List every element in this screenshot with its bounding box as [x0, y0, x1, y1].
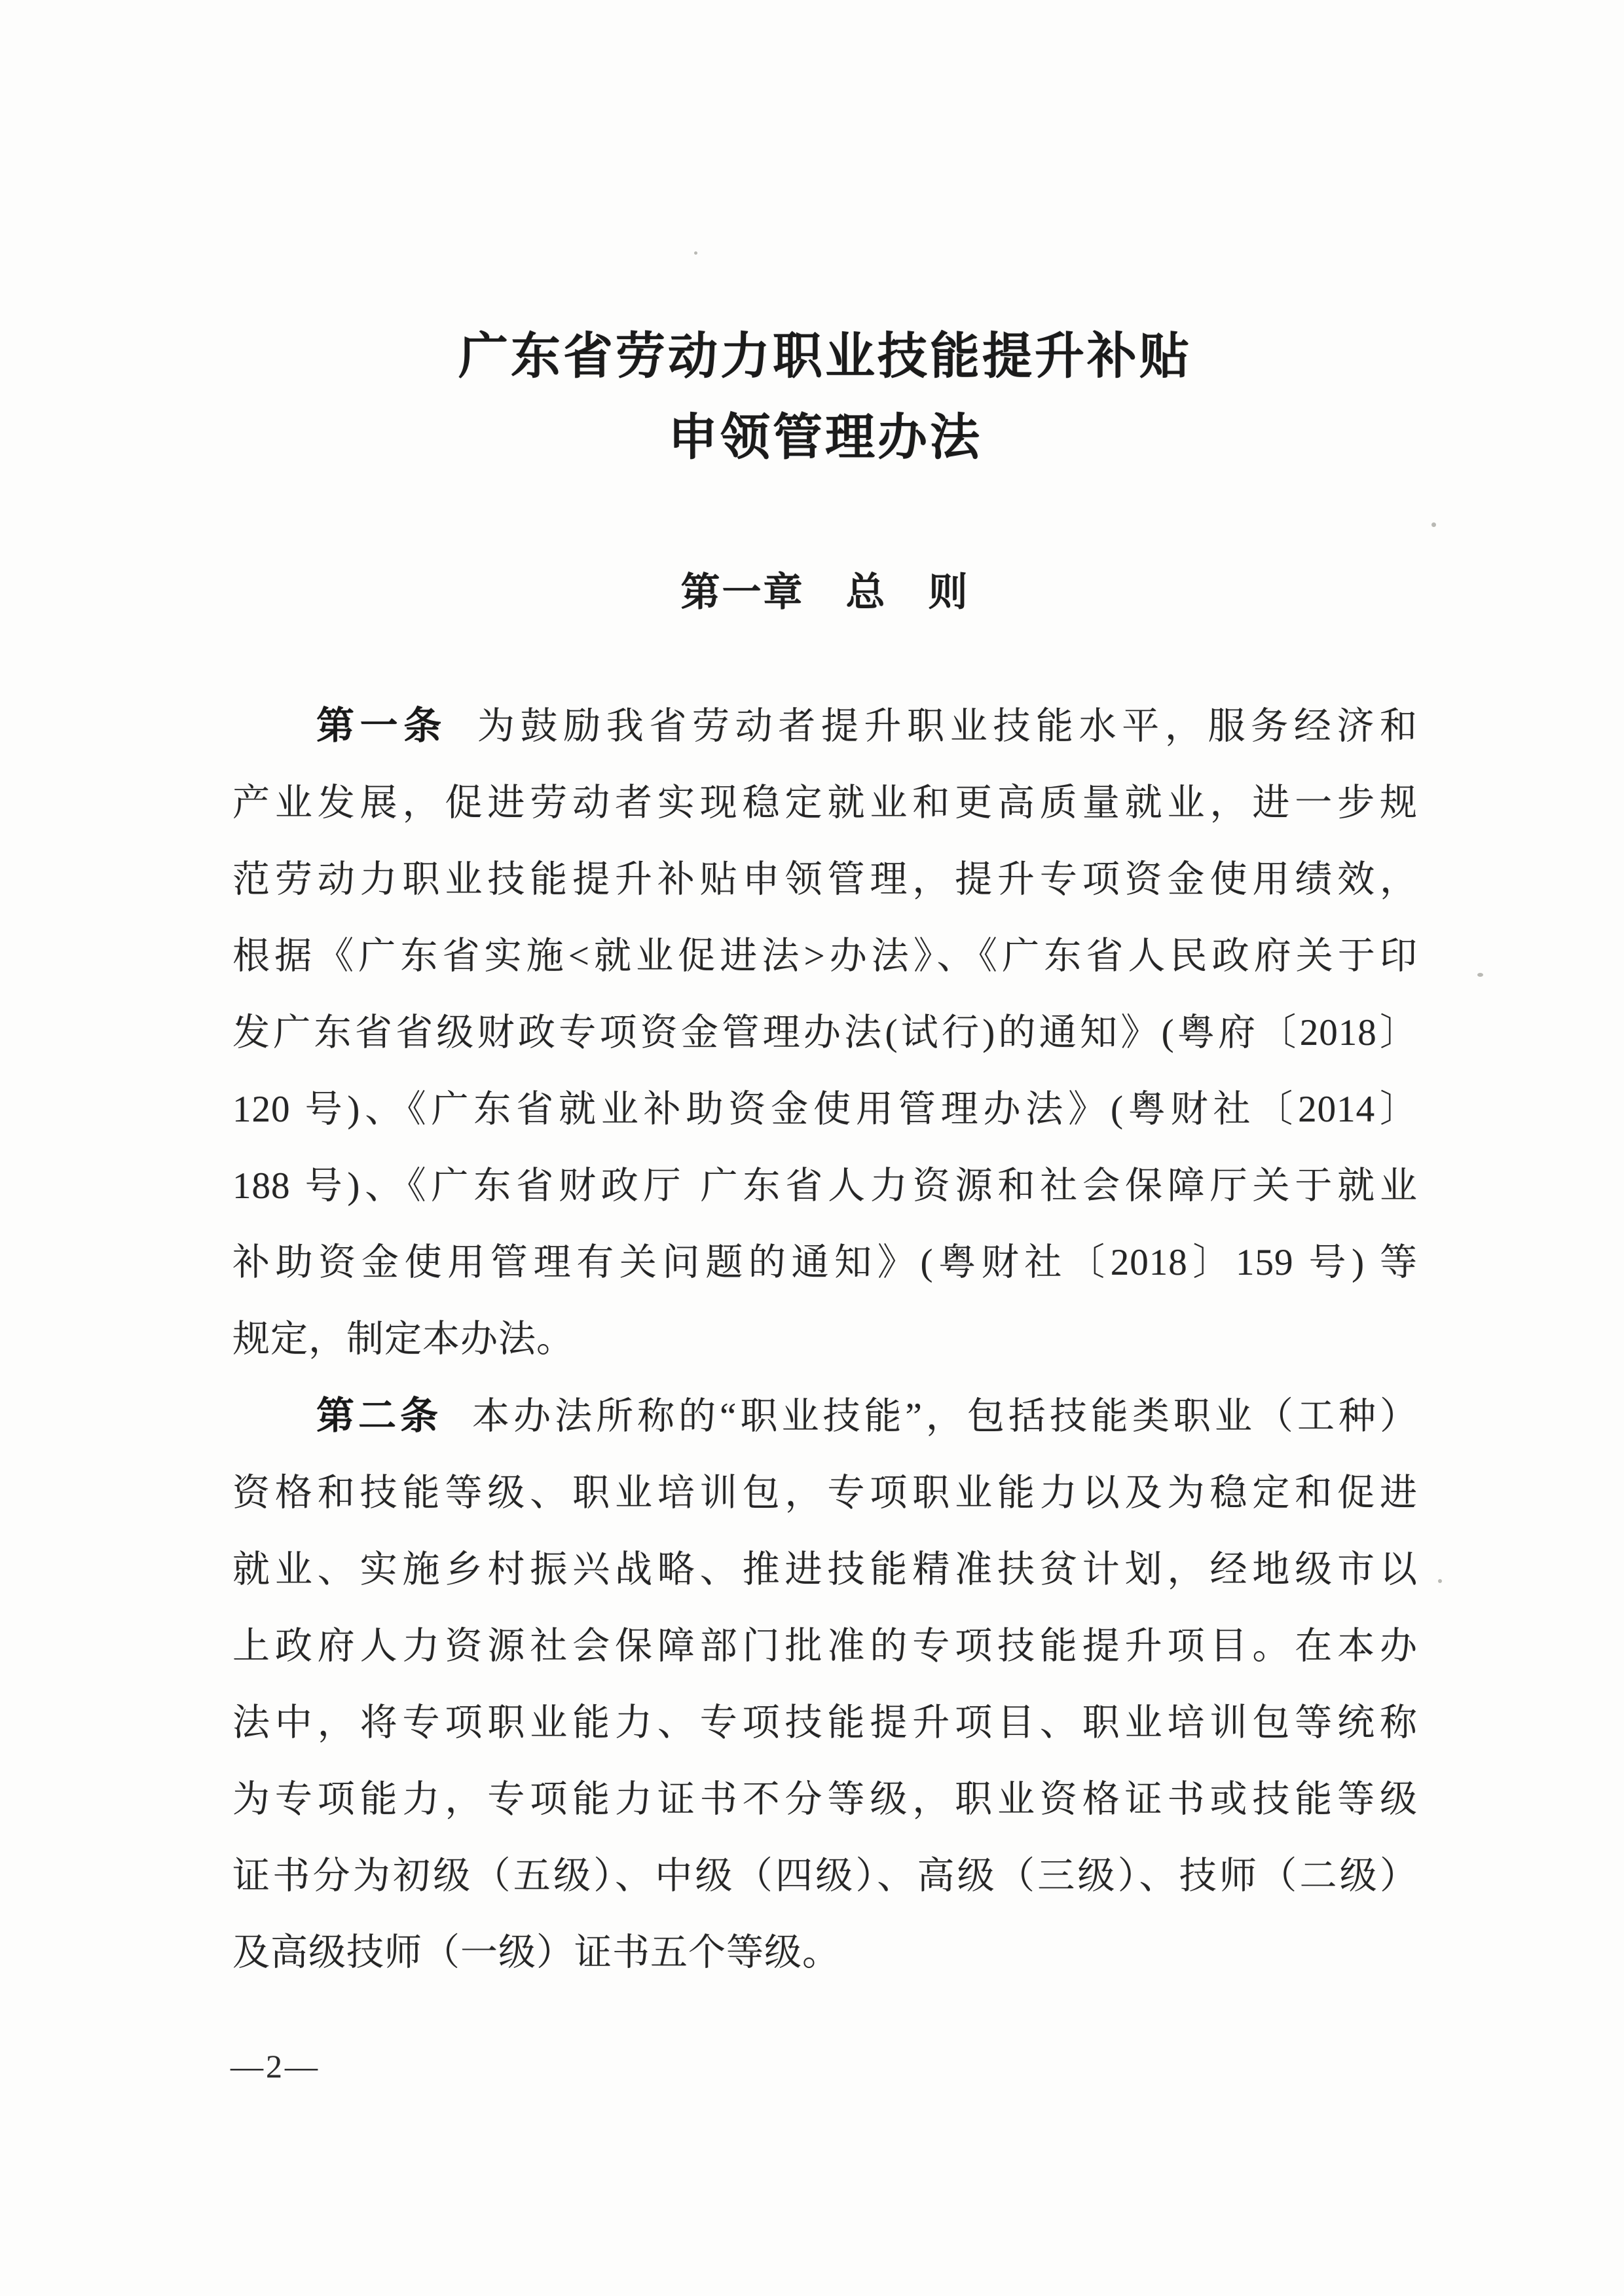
document-title-line2: 申领管理办法 [668, 410, 982, 465]
body-line: 证书分为初级（五级）、中级（四级）、高级（三级）、技师（二级） [232, 1855, 1418, 1897]
body-line: 就业、实施乡村振兴战略、推进技能精准扶贫计划，经地级市以 [232, 1549, 1418, 1590]
body-line: 范劳动力职业技能提升补贴申领管理，提升专项资金使用绩效， [232, 859, 1418, 900]
article-number: 第一条 [316, 704, 447, 747]
body-line: 第一条 为鼓励我省劳动者提升职业技能水平，服务经济和 [316, 704, 1418, 747]
body-line: 资格和技能等级、职业培训包，专项职业能力以及为稳定和促进 [232, 1472, 1418, 1514]
scan-speckle [694, 251, 697, 255]
body-line: 为专项能力，专项能力证书不分等级，职业资格证书或技能等级 [232, 1779, 1418, 1820]
body-line: 发广东省省级财政专项资金管理办法(试行)的通知》(粤府〔2018〕 [232, 1012, 1418, 1053]
body-line: 产业发展，促进劳动者实现稳定就业和更高质量就业，进一步规 [232, 782, 1418, 824]
document-title-line1: 广东省劳动力职业技能提升补贴 [458, 329, 1192, 384]
page-number: —2— [231, 2048, 320, 2085]
scan-speckle [1477, 973, 1483, 977]
document-body [232, 687, 1418, 1991]
body-line: 法中，将专项职业能力、专项技能提升项目、职业培训包等统称 [232, 1702, 1418, 1743]
body-line: 补助资金使用管理有关问题的通知》(粤财社〔2018〕159 号) 等 [232, 1242, 1418, 1283]
body-line: 及高级技师（一级）证书五个等级。 [232, 1932, 840, 1973]
chapter-heading: 第一章 总 则 [680, 571, 970, 614]
body-line: 第二条 本办法所称的“职业技能”，包括技能类职业（工种） [316, 1394, 1418, 1437]
scan-speckle [1438, 1579, 1442, 1583]
article-number: 第二条 [316, 1394, 443, 1437]
body-line: 188 号)、《广东省财政厅 广东省人力资源和社会保障厅关于就业 [232, 1165, 1418, 1207]
body-line: 根据《广东省实施<就业促进法>办法》、《广东省人民政府关于印 [232, 936, 1418, 977]
scan-speckle [1431, 522, 1436, 527]
body-line: 规定，制定本办法。 [232, 1319, 574, 1360]
body-line: 120 号)、《广东省就业补助资金使用管理办法》(粤财社〔2014〕 [232, 1089, 1418, 1130]
body-line: 上政府人力资源社会保障部门批准的专项技能提升项目。在本办 [232, 1626, 1418, 1667]
document-title [232, 316, 1418, 479]
